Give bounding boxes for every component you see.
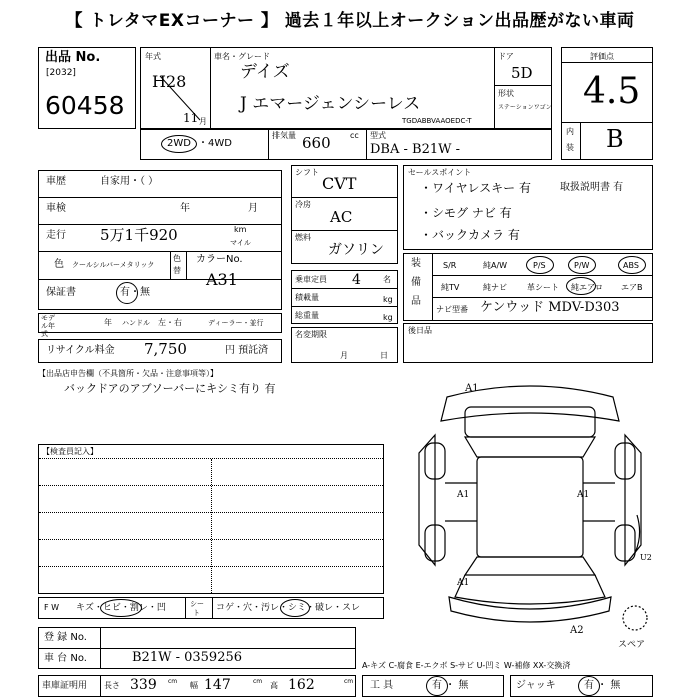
- jack-label: ジャッキ: [516, 680, 556, 691]
- length-unit: cm: [168, 678, 178, 685]
- later-items-label: 後日品: [408, 326, 432, 335]
- score-label: 評価点: [590, 52, 614, 61]
- inspector-label: 【検査員記入】: [42, 447, 98, 456]
- expiry-day: 日: [380, 351, 388, 360]
- width-value: 147: [204, 677, 231, 693]
- equip-abs: ABS: [623, 261, 639, 270]
- displacement-label: 排気量: [272, 131, 296, 140]
- expiry-unit: 月: [340, 351, 348, 360]
- color-change-1: 色: [173, 254, 181, 263]
- car-rear-bumper: [449, 597, 611, 622]
- fw-label: F W: [44, 603, 60, 612]
- height-value: 162: [288, 677, 315, 693]
- year-label: 年式: [145, 52, 161, 61]
- equip-pw: P/W: [574, 261, 590, 270]
- equip-navi: 純ナビ: [483, 283, 507, 292]
- inspection-month: 月: [248, 203, 258, 214]
- height-unit: cm: [344, 678, 354, 685]
- chassis-value: B21W - 0359256: [132, 650, 243, 665]
- capacity-value: 4: [352, 272, 361, 288]
- color-no-value: A31: [206, 270, 238, 289]
- mark-rear-left: A1: [457, 578, 470, 588]
- model-name: デイズ: [240, 62, 290, 82]
- length-value: 339: [130, 677, 157, 693]
- banner-text: 【 トレタマEXコーナー 】 過去１年以上オークション出品歴がない車両: [65, 11, 635, 31]
- color-change-2: 替: [173, 266, 181, 275]
- mark-right: A1: [577, 490, 590, 500]
- type-value: DBA - B21W -: [370, 142, 461, 157]
- month-value: 11: [183, 111, 199, 125]
- sales-point-2: 取扱説明書 有: [560, 182, 624, 193]
- seat-label-2: ト: [193, 609, 200, 617]
- model-label: 車名・グレード: [214, 52, 270, 61]
- cert-label: 車庫証明用: [42, 681, 88, 691]
- displacement-value: 660: [302, 134, 331, 152]
- tools-value: 有 ・ 無: [432, 680, 469, 691]
- later-items-box: [403, 323, 653, 363]
- equip-aero: 純エアロ: [571, 283, 603, 292]
- weight-kg: kg: [383, 313, 393, 322]
- interior-label-1: 内: [566, 127, 574, 136]
- doors-label: ドア: [498, 52, 514, 61]
- shape-label: 形状: [498, 89, 514, 98]
- handle-label: ハンドル: [122, 319, 150, 327]
- weight-label: 総重量: [295, 311, 319, 320]
- capacity-label: 乗車定員: [295, 275, 327, 284]
- car-right-side: [625, 435, 641, 565]
- warranty-value: 有・無: [120, 287, 150, 298]
- navi-value: ケンウッド MDV-D303: [480, 300, 620, 315]
- car-rear-window: [465, 557, 595, 575]
- equip-aw: 純A/W: [483, 261, 508, 270]
- legend: A-キズ C-腐食 E-エクボ S-サビ U-凹ミ W-補修 XX-交換済: [362, 661, 571, 670]
- year-value: H28: [152, 72, 187, 91]
- mileage-unit-mile: マイル: [230, 239, 251, 247]
- mark-rear-bumper: A2: [570, 625, 584, 636]
- equipment-label-3: 品: [411, 296, 421, 307]
- seat-items: コゲ・穴・汚レ・シミ・破レ・スレ: [216, 603, 361, 613]
- fuel-label: 燃料: [295, 233, 311, 242]
- car-left-side: [419, 435, 435, 565]
- score-value: 4.5: [583, 71, 641, 112]
- jack-value: 有 ・ 無: [584, 680, 621, 691]
- equipment-label-1: 装: [411, 258, 421, 269]
- load-kg: kg: [383, 295, 393, 304]
- color-no-label: カラーNo.: [196, 254, 243, 265]
- equip-airbag: エアB: [621, 283, 643, 292]
- recycle-value: 7,750: [144, 340, 187, 358]
- mileage-unit-km: km: [234, 225, 247, 234]
- mark-right-rear: U2: [640, 553, 652, 562]
- length-label: 長さ: [104, 681, 120, 690]
- sales-point-4: ・バックカメラ 有: [420, 228, 520, 242]
- drive-4wd: ・4WD: [198, 138, 232, 149]
- height-label: 高: [270, 681, 278, 690]
- drive-2wd: 2WD: [167, 138, 191, 149]
- seller-notes-text: バックドアのアブソーバーにキシミ有り 有: [64, 382, 276, 395]
- recycle-unit: 円 預託済: [225, 345, 269, 356]
- doors-value: 5D: [511, 64, 533, 82]
- seller-notes-label: 【出品店申告欄（不具箇所・欠品・注意事項等）】: [38, 369, 218, 378]
- equip-ps-circle: [526, 256, 554, 274]
- lot-number: 60458: [45, 91, 125, 120]
- jack-circle: [578, 676, 600, 696]
- model-year-label: モデル年式: [41, 314, 55, 338]
- mileage-label: 走行: [46, 230, 66, 241]
- sales-point-3: ・シモグ ナビ 有: [420, 206, 512, 220]
- width-unit: cm: [253, 678, 263, 685]
- equip-ps: P/S: [533, 261, 546, 270]
- inspection-year: 年: [180, 203, 190, 214]
- width-label: 幅: [190, 681, 198, 690]
- mileage-value: 5万1千920: [100, 226, 178, 244]
- warranty-label: 保証書: [46, 287, 76, 298]
- ac-label: 冷房: [295, 200, 311, 209]
- mark-left: A1: [457, 490, 470, 500]
- equip-pw-circle: [568, 256, 596, 274]
- equip-aero-circle: [566, 277, 596, 295]
- fuel-value: ガソリン: [328, 242, 384, 258]
- tools-label: 工 具: [370, 680, 394, 691]
- shape-value: ステーションワゴン: [498, 104, 552, 111]
- shift-label: シフト: [295, 168, 319, 177]
- equipment-label-2: 備: [411, 277, 421, 288]
- sales-points-label: セールスポイント: [408, 168, 472, 177]
- grade-code: TGDABBVAAOEDC-T: [402, 117, 472, 125]
- equip-sr: S/R: [443, 261, 457, 270]
- equip-leather: 革シート: [527, 283, 559, 292]
- interior-value: B: [606, 125, 624, 153]
- grade: J エマージェンシーレス: [240, 94, 421, 114]
- spare-label: スペア: [618, 639, 646, 649]
- car-windshield: [465, 437, 595, 457]
- interior-label-2: 装: [566, 143, 574, 152]
- month-label: 月: [199, 117, 207, 126]
- reg-label: 登 録 No.: [44, 632, 87, 643]
- lot-code: [2032]: [46, 68, 76, 78]
- lot-label: 出品 No.: [45, 50, 101, 65]
- navi-label: ナビ型番: [436, 305, 468, 314]
- handle-value: 左・右: [158, 318, 182, 327]
- history-label: 車歴: [46, 176, 66, 187]
- car-rear-outline: [455, 575, 605, 604]
- dealer-label: ディーラー・並行: [208, 319, 264, 327]
- type-label: 型式: [370, 131, 386, 140]
- tools-circle: [426, 676, 448, 696]
- color-value: クールシルバーメタリック: [72, 261, 155, 269]
- history-value: 自家用・（ ）: [100, 176, 159, 187]
- car-roof: [477, 457, 583, 557]
- shift-value: CVT: [322, 174, 357, 193]
- load-label: 積載量: [295, 293, 319, 302]
- mark-front: A1: [465, 383, 479, 394]
- equip-tv: 純TV: [441, 283, 460, 292]
- car-condition-diagram: [405, 375, 655, 650]
- color-label: 色: [54, 259, 64, 270]
- seat-stain-circle: [280, 599, 310, 617]
- fw-hibi-circle: [100, 599, 142, 617]
- sales-point-1: ・ワイヤレスキー 有: [420, 181, 531, 195]
- seat-label-1: シー: [190, 600, 204, 608]
- expiry-label: 名変期限: [295, 330, 327, 339]
- ac-value: AC: [330, 208, 353, 226]
- auction-banner: [0, 0, 700, 33]
- capacity-unit: 名: [383, 275, 391, 284]
- cc-unit: cc: [350, 131, 359, 140]
- equip-abs-circle: [618, 256, 646, 274]
- spare-tire: [623, 606, 647, 630]
- chassis-label: 車 台 No.: [44, 653, 87, 664]
- fw-items: キズ・ヒビ・割レ・凹: [76, 603, 166, 613]
- inspection-label: 車検: [46, 203, 66, 214]
- recycle-label: リサイクル料金: [46, 345, 115, 356]
- car-hood: [465, 407, 595, 437]
- model-year-unit: 年: [104, 318, 112, 327]
- warranty-circle: [116, 282, 138, 304]
